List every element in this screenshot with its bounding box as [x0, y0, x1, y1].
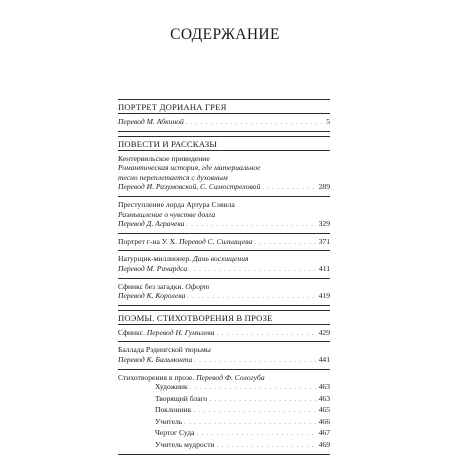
entry-subtitle: Романтическая история, где материальное	[118, 163, 261, 173]
page-number: 329	[318, 219, 330, 229]
toc-entry-lord-arthur-savile[interactable]	[118, 197, 330, 234]
entry-title: Стихотворения в прозе.	[118, 372, 195, 382]
page-number: 419	[318, 291, 330, 301]
entry-title: Сфинкс.	[118, 327, 145, 337]
leader-dots	[217, 442, 317, 452]
entry-title: Баллада Рэдингской тюрьмы	[118, 345, 211, 355]
page-number: 466	[318, 416, 330, 426]
page-number: 289	[318, 182, 330, 192]
translator-text: Перевод М. Ричардса	[118, 263, 188, 273]
toc-entry-portrait-mr-wh[interactable]	[118, 234, 330, 252]
leader-dots	[186, 221, 316, 231]
translator-text: Перевод К. Бальмонта	[118, 354, 193, 364]
leader-dots	[190, 384, 317, 394]
entry-subtitle: Размышление о чувстве долга	[118, 209, 216, 219]
translator-text: Перевод Н. Гумилева	[146, 327, 215, 337]
subentry-title: Художник	[155, 382, 188, 392]
leader-dots	[194, 357, 316, 367]
toc-entry-model-millionaire[interactable]	[118, 251, 330, 278]
page-title: СОДЕРЖАНИЕ	[170, 26, 280, 43]
translator-text: Перевод Д. Аграчева	[118, 219, 185, 229]
section-heading-poems: ПОЭМЫ. СТИХОТВОРЕНИЯ В ПРОЗЕ	[118, 310, 330, 325]
toc-subentry[interactable]	[118, 428, 330, 440]
toc-entry-reading-gaol[interactable]	[118, 342, 330, 369]
page-number: 429	[318, 327, 330, 337]
entry-title: Кентервильское привидение	[118, 153, 210, 163]
entry-subtitle: тесно переплетается с духовным	[118, 172, 228, 182]
leader-dots	[254, 239, 316, 249]
leader-dots	[189, 266, 317, 276]
page-number: 469	[318, 440, 330, 450]
subentry-title: Поклонник	[155, 405, 192, 415]
subentry-title: Учитель	[155, 416, 183, 426]
page-number: 465	[318, 405, 330, 415]
leader-dots	[184, 419, 316, 429]
table-of-contents	[118, 99, 330, 455]
section-heading-stories: ПОВЕСТИ И РАССКАЗЫ	[118, 136, 330, 151]
translator-text: Перевод К. Королева	[118, 291, 186, 301]
page-number: 467	[318, 428, 330, 438]
entry-title: Преступление лорда Артура Сэвила	[118, 199, 235, 209]
toc-subentry[interactable]	[118, 405, 330, 417]
toc-entry-dorian-gray[interactable]	[118, 114, 330, 132]
leader-dots	[209, 396, 316, 406]
toc-subentry[interactable]	[118, 382, 330, 394]
toc-entry-canterville-ghost[interactable]	[118, 151, 330, 197]
toc-entry-poems-in-prose[interactable]	[118, 370, 330, 455]
page-number: 411	[318, 263, 330, 273]
translator-text: Перевод Ф. Сологуба	[196, 372, 265, 382]
translator-text: Перевод С. Сильищева	[178, 236, 253, 246]
toc-subentry[interactable]	[118, 417, 330, 429]
leader-dots	[262, 184, 316, 194]
translator-text: Перевод И. Разумовской, С. Самостреловой	[118, 182, 261, 192]
page-number: 463	[318, 393, 330, 403]
toc-entry-sphinx-without-secret[interactable]	[118, 279, 330, 306]
entry-title: Сфинкс без загадки.	[118, 281, 184, 291]
page-number: 463	[318, 382, 330, 392]
section-heading-dorian-gray: ПОРТРЕТ ДОРИАНА ГРЕЯ	[118, 99, 330, 114]
translator-text: Перевод М. Абкиной	[118, 117, 184, 126]
leader-dots	[186, 119, 324, 129]
subentry-title: Творящий благо	[155, 393, 208, 403]
entry-title: Натурщик-миллионер.	[118, 254, 192, 264]
subentry-title: Чертог Суда	[155, 428, 195, 438]
toc-subentry[interactable]	[118, 394, 330, 406]
leader-dots	[187, 293, 316, 303]
entry-title: Портрет г-на У. Х.	[118, 236, 178, 246]
subentry-title: Учитель мудрости	[155, 440, 215, 450]
page-number: 441	[318, 354, 330, 364]
entry-subtitle: Дань восхищения	[192, 254, 249, 264]
page-number: 371	[318, 236, 330, 246]
leader-dots	[196, 430, 316, 440]
toc-entry-sphinx[interactable]	[118, 325, 330, 343]
entry-subtitle: Офорт	[185, 281, 210, 291]
page-number: 5	[326, 117, 330, 126]
leader-dots	[193, 407, 316, 417]
leader-dots	[216, 330, 316, 340]
